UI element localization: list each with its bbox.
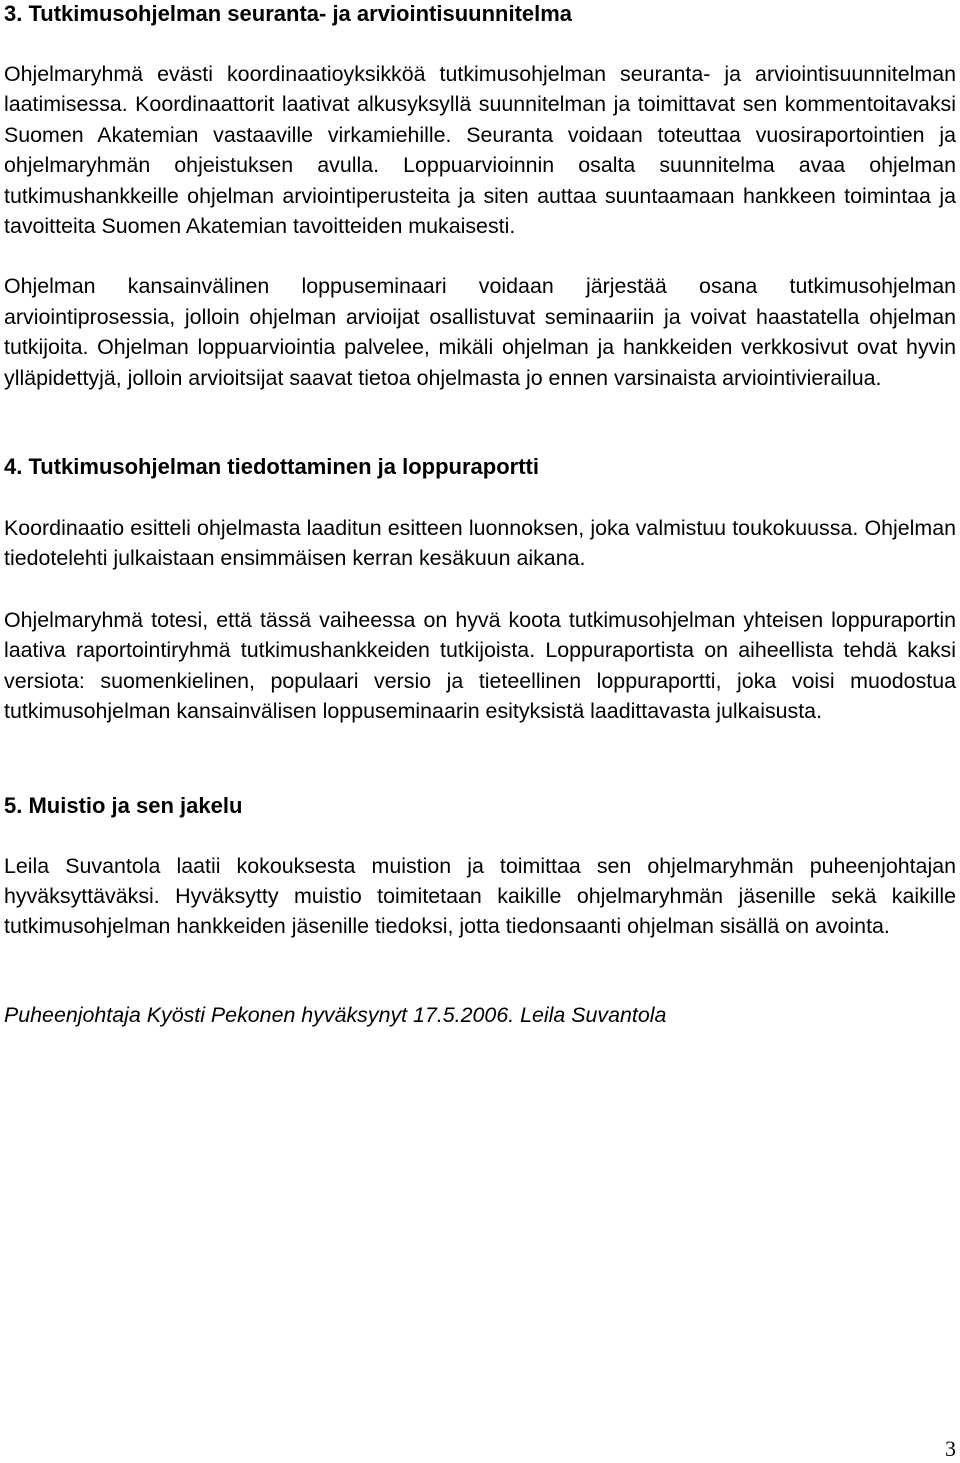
signature-line: Puheenjohtaja Kyösti Pekonen hyväksynyt 17.5.2006. Leila Suvantola	[4, 1002, 667, 1027]
section-heading-4: 4. Tutkimusohjelman tiedottaminen ja loppuraportti	[4, 454, 539, 480]
section-3-paragraph-2: Ohjelman kansainvälinen loppuseminaari voidaan järjestää osana tutkimusohjelman arviointiprosessia, jolloin ohjelman arvioijat osallistuvat seminaariin ja voivat haastatella ohjelman tutkijoita. Ohjelman loppuarviointia palvelee, mikäli ohjelman ja hankkeiden verkkosivut ovat hyvin ylläpidettyjä, jolloin arvioitsijat saavat tietoa ohjelmasta jo ennen varsinaista arviointivierailua.	[4, 274, 956, 390]
section-5-paragraph-1: Leila Suvantola laatii kokouksesta muistion ja toimittaa sen ohjelmaryhmän puheenjohtajan hyväksyttäväksi. Hyväksytty muistio toimitetaan kaikille ohjelmaryhmän jäsenille sekä kaikille tutkimusohjelman hankkeiden jäsenille tiedoksi, jotta tiedonsaanti ohjelman sisällä on avointa.	[4, 853, 956, 939]
section-4-paragraph-2: Ohjelmaryhmä totesi, että tässä vaiheessa on hyvä koota tutkimusohjelman yhteisen loppuraportin laativa raportointiryhmä tutkimushankkeiden tutkijoista. Loppuraportista on aiheellista tehdä kaksi versiota: suomenkielinen, populaari versio ja tieteellinen loppuraportti, joka voisi muodostua tutkimusohjelman kansainvälisen loppuseminaarin esityksistä laadittavasta julkaisusta.	[4, 607, 956, 724]
section-3-paragraph-1: Ohjelmaryhmä evästi koordinaatioyksikköä tutkimusohjelman seuranta- ja arviointisuunnitelman laatimisessa. Koordinaattorit laativat alkusyksyllä suunnitelman ja toimittavat sen kommentoitavaksi Suomen Akatemian vastaaville virkamiehille. Seuranta voidaan toteuttaa vuosiraportointien ja ohjelmaryhmän ohjeistuksen avulla. Loppuarvioinnin osalta suunnitelma avaa ohjelman tutkimushankkeille ohjelman arviointiperusteita ja siten auttaa suuntaamaan hankkeen toimintaa ja tavoitteita Suomen Akatemian tavoitteiden mukaisesti.	[4, 62, 956, 239]
section-heading-3: 3. Tutkimusohjelman seuranta- ja arviointisuunnitelma	[4, 1, 573, 26]
section-4-paragraph-1: Koordinaatio esitteli ohjelmasta laaditun esitteen luonnoksen, joka valmistuu toukokuussa. Ohjelman tiedotelehti julkaistaan ensimmäisen kerran kesäkuun aikana.	[4, 516, 956, 571]
document-page	[4, 0, 956, 1030]
section-heading-5: 5. Muistio ja sen jakelu	[4, 792, 243, 818]
page-number: 3	[945, 1436, 956, 1461]
